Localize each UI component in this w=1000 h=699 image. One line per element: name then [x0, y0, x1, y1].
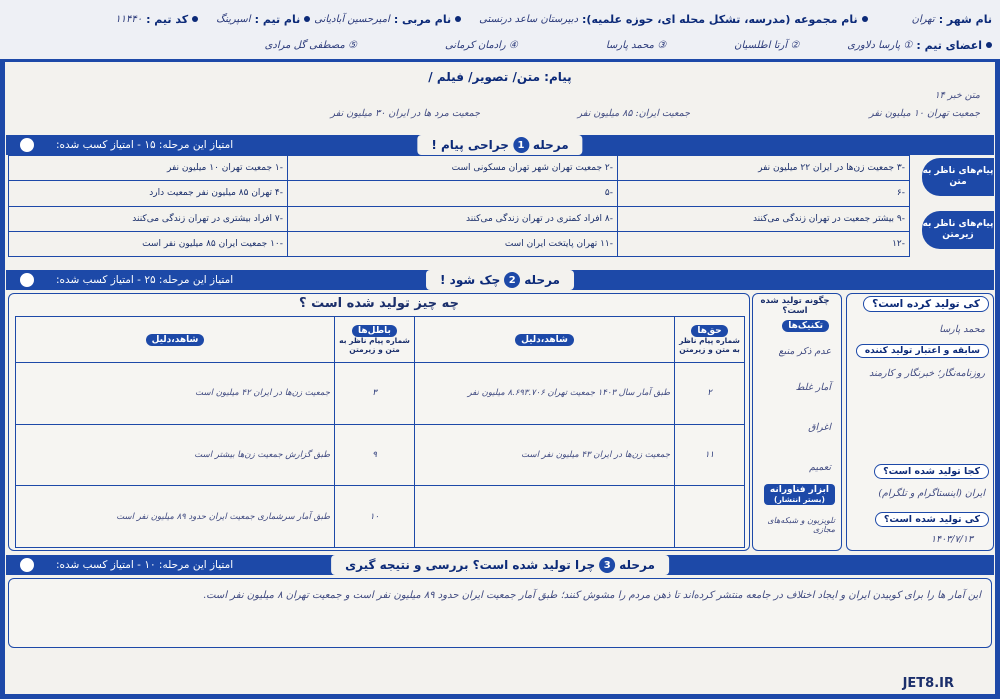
score-circle[interactable]	[18, 556, 36, 574]
message-line: جمعیت ایران: ۸۵ میلیون نفر	[577, 108, 690, 119]
message-title: پیام: متن/ تصویر/ فیلم /	[428, 70, 572, 84]
message-line: متن خبر ۱۴	[934, 90, 980, 101]
grid-cell[interactable]: -۳ جمعیت زن‌ها در ایران ۲۲ میلیون نفر	[618, 156, 910, 181]
grid-cell[interactable]: -۵	[288, 181, 618, 206]
coach-label: نام مربی :	[393, 12, 452, 26]
col-header: شاهد،دلیل	[415, 317, 675, 363]
stage1-grid	[8, 155, 910, 257]
text-messages-tag: پیام‌های ناظر به متن	[922, 158, 994, 196]
message-line: جمعیت مرد ها در ایران ۳۰ میلیون نفر	[330, 108, 480, 119]
who-panel	[846, 293, 994, 551]
techniques-pill: تکنیک‌ها	[782, 320, 829, 332]
subtext-messages-tag: پیام‌های ناظر به زیرمتن	[922, 211, 994, 249]
stage3-band	[6, 555, 994, 575]
collection-label: نام مجموعه (مدرسه، تشکل محله ای، حوزه علمیه):	[582, 12, 858, 26]
member-2: ② آرتا اطلسیان	[734, 39, 800, 51]
batel-number[interactable]: ۹	[335, 424, 415, 486]
grid-cell[interactable]: -۸ افراد کمتری در تهران زندگی می‌کنند	[288, 206, 618, 231]
haq-number[interactable]	[675, 486, 745, 548]
grid-cell[interactable]: -۷ افراد بیشتری در تهران زندگی می‌کنند	[9, 206, 288, 231]
bullet-icon	[862, 16, 868, 22]
stage2-title: مرحله 2 چک شود !	[426, 270, 574, 290]
who-value: محمد پارسا	[939, 324, 985, 335]
member-4: ④ رادمان کرمانی	[444, 39, 518, 51]
haq-evidence[interactable]	[415, 486, 675, 548]
where-value: ایران (اینستاگرام و تلگرام)	[878, 488, 985, 499]
stage2-band	[6, 270, 994, 290]
team-label: نام تیم :	[254, 12, 301, 26]
background-text: روزنامه‌نگار؛ خبرنگار و کارمند	[869, 368, 985, 379]
coach-value: امیرحسین آبادیانی	[314, 13, 390, 25]
when-title: کی تولید شده است؟	[875, 512, 989, 527]
what-title: چه چیز تولید شده است ؟	[299, 296, 459, 311]
col-header: باطل‌ها شماره پیام ناظر به متن و زیرمتن	[335, 317, 415, 363]
technique-item: تعمیم	[809, 462, 831, 473]
how-title: چگونه تولید شده است؟	[760, 296, 830, 316]
members-label: اعضای تیم :	[916, 38, 982, 52]
grid-cell[interactable]: -۴ تهران ۸۵ میلیون نفر جمعیت دارد	[9, 181, 288, 206]
batel-evidence[interactable]: جمعیت زن‌ها در ایران ۴۲ میلیون است	[16, 363, 335, 425]
how-panel	[752, 293, 842, 551]
haq-number[interactable]: ۱۱	[675, 424, 745, 486]
technique-item: اغراق	[808, 422, 831, 433]
haq-evidence[interactable]: جمعیت زن‌ها در ایران ۴۳ میلیون نفر است	[415, 424, 675, 486]
stage1-band	[6, 135, 994, 155]
collection-value: دبیرستان ساعد درنستی	[479, 13, 579, 25]
haq-evidence[interactable]: طبق آمار سال ۱۴۰۳ جمعیت تهران ۸.۶۹۳.۷۰۶ میلیون نفر	[415, 363, 675, 425]
tools-value: تلویزیون و شبکه‌های مجازی	[767, 516, 835, 534]
grid-cell[interactable]: -۱۱ تهران پایتخت ایران است	[288, 231, 618, 256]
member-3: ③ محمد پارسا	[605, 39, 667, 51]
stage3-score: امتیاز این مرحله: ۱۰ - امتیاز کسب شده:	[56, 559, 234, 571]
header	[0, 0, 1000, 62]
member-1: ① پارسا دلاوری	[847, 39, 913, 51]
stage3-title: مرحله 3 چرا تولید شده است؟ بررسی و نتیجه گیری	[331, 555, 669, 575]
city-value: تهران	[911, 13, 935, 25]
grid-cell[interactable]: -۲ جمعیت تهران شهر تهران مسکونی است	[288, 156, 618, 181]
background-title: سابقه و اعتبار تولید کننده	[856, 344, 989, 358]
stage1-score: امتیاز این مرحله: ۱۵ - امتیاز کسب شده:	[56, 139, 234, 151]
code-value: ۱۱۴۴۰	[115, 13, 143, 25]
team-value: اسپرینگ	[216, 13, 251, 25]
batel-number[interactable]: ۱۰	[335, 486, 415, 548]
technique-item: عدم ذکر منبع	[778, 346, 831, 357]
member-5: ⑤ مصطفی گل مرادی	[264, 39, 357, 51]
grid-cell[interactable]: -۱۰ جمعیت ایران ۸۵ میلیون نفر است	[9, 231, 288, 256]
haq-number[interactable]: ۲	[675, 363, 745, 425]
grid-cell[interactable]: -۱۲	[618, 231, 910, 256]
city-label: نام شهر :	[938, 12, 992, 26]
grid-cell[interactable]: -۶	[618, 181, 910, 206]
code-label: کد تیم :	[146, 12, 189, 26]
batel-number[interactable]: ۳	[335, 363, 415, 425]
conclusion-text: این آمار ها را برای کوبیدن ایران و ایجاد اختلاف در جامعه منتشر کرده‌اند تا ذهن مردم را مشوش کنند؛ طبق آمار جمعیت ایران حدود ۸۹ میلیون نفر است و جمعیت تهران ۸ میلیون نفر است.	[202, 590, 981, 601]
watermark-logo: JET8.IR	[902, 676, 954, 691]
grid-cell[interactable]: -۹ بیشتر جمعیت در تهران زندگی می‌کنند	[618, 206, 910, 231]
conclusion-panel[interactable]	[8, 578, 992, 648]
bullet-icon	[455, 16, 461, 22]
where-title: کجا تولید شده است؟	[874, 464, 989, 479]
what-panel	[8, 293, 750, 551]
score-circle[interactable]	[18, 136, 36, 154]
batel-evidence[interactable]: طبق آمار سرشماری جمعیت ایران حدود ۸۹ میلیون نفر است	[16, 486, 335, 548]
bullet-icon	[192, 16, 198, 22]
who-title: کی تولید کرده است؟	[863, 296, 989, 312]
technique-item: آمار غلط	[795, 382, 831, 393]
tools-pill: ابزار فناورانه (بستر انتشار)	[764, 484, 835, 505]
score-circle[interactable]	[18, 271, 36, 289]
stage1-title: مرحله 1 جراحی پیام !	[417, 135, 582, 155]
col-header: شاهد،دلیل	[16, 317, 335, 363]
stage2-score: امتیاز این مرحله: ۲۵ - امتیاز کسب شده:	[56, 274, 234, 286]
col-header: حق‌ها شماره پیام ناظر به متن و زیرمتن	[675, 317, 745, 363]
grid-cell[interactable]: -۱ جمعیت تهران ۱۰ میلیون نفر	[9, 156, 288, 181]
message-line: جمعیت تهران ۱۰ میلیون نفر	[869, 108, 980, 119]
stage2-grid	[15, 316, 745, 548]
batel-evidence[interactable]: طبق گزارش جمعیت زن‌ها بیشتر است	[16, 424, 335, 486]
when-value: ۱۴۰۳/۷/۱۳	[930, 534, 973, 545]
bullet-icon	[986, 42, 992, 48]
